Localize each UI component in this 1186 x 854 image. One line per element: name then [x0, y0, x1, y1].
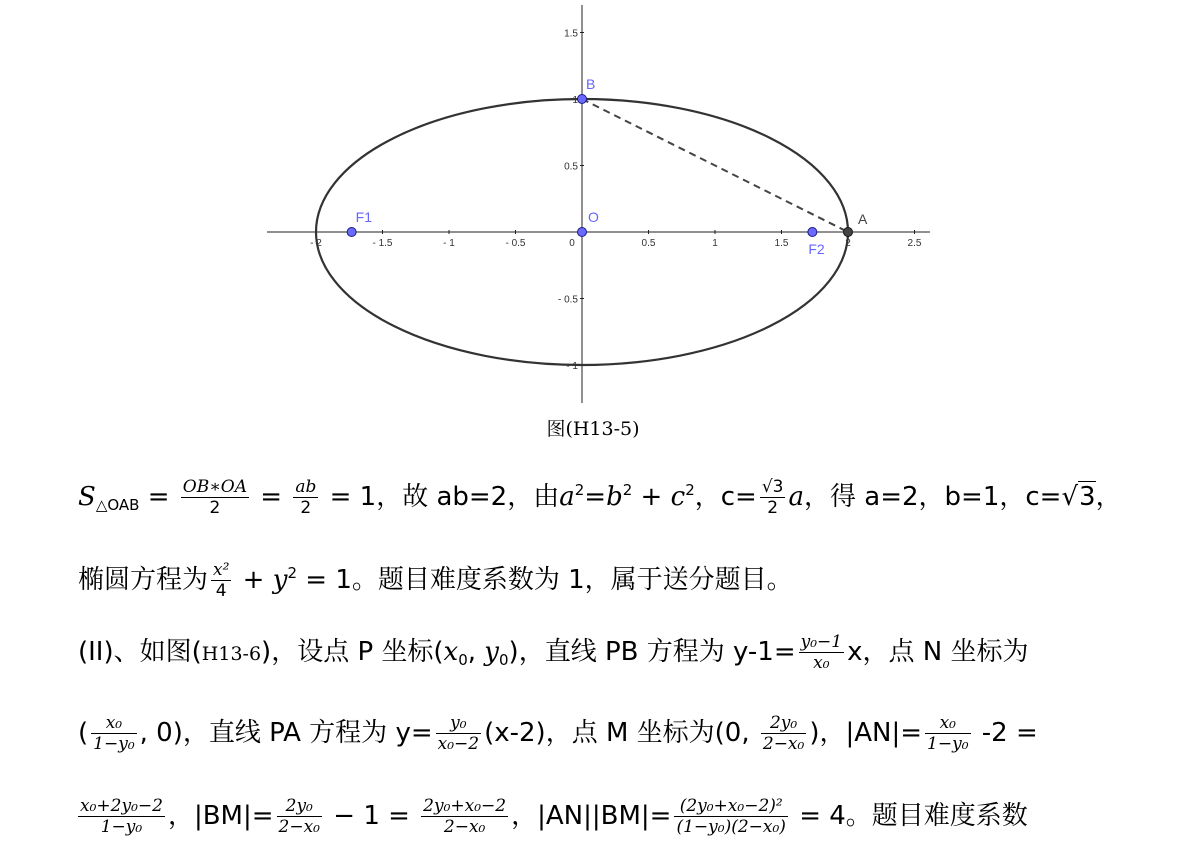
- area-symbol: S: [78, 482, 96, 512]
- text-run: ，|AN||BM|=: [511, 801, 672, 831]
- superscript: 2: [574, 481, 585, 499]
- x-tick-label: 1: [712, 238, 718, 249]
- area-subscript: △OAB: [95, 496, 140, 514]
- point-label-f2: F2: [808, 241, 825, 257]
- frac-num: x₀: [925, 713, 970, 734]
- text-run: (II)、如图(: [78, 637, 202, 667]
- var-c: c: [670, 482, 686, 512]
- frac-den: 2−x₀: [762, 734, 805, 754]
- point-o: [578, 228, 587, 237]
- frac-den: 2−x₀: [443, 817, 486, 837]
- x-tick-label: 2: [845, 238, 851, 249]
- eq-sign: =: [251, 482, 291, 512]
- frac-den: 1−y₀: [93, 734, 135, 754]
- subscript: 0: [499, 651, 509, 669]
- x-tick-label: 1.5: [774, 238, 789, 249]
- fraction-bm: [277, 796, 322, 837]
- text-run: ，: [1095, 482, 1122, 512]
- frac-den: 2: [300, 498, 312, 518]
- frac-den: 1−y₀: [100, 817, 143, 837]
- text-run: -2 =: [973, 718, 1038, 748]
- frac-num: (2y₀+x₀−2)²: [674, 796, 787, 817]
- var-a: a: [559, 482, 575, 512]
- point-a: [844, 228, 853, 237]
- plus-sign: +: [632, 482, 671, 512]
- text-run: ，c=: [694, 482, 757, 512]
- text-run: − 1 =: [325, 801, 419, 831]
- x-tick-label: 0: [569, 238, 575, 249]
- frac-num: x²: [213, 560, 230, 580]
- frac-den: 1−y₀: [927, 734, 969, 754]
- superscript: 2: [622, 481, 633, 499]
- fraction-ob-oa: [181, 477, 249, 518]
- point-label-a: A: [858, 211, 868, 227]
- text-run: 椭圆方程为: [78, 565, 209, 595]
- text-run: (x-2)，点 M 坐标为(0,: [484, 718, 758, 748]
- fraction-ab: [293, 477, 318, 518]
- fraction-n-coord: [91, 713, 136, 754]
- sqrt-symbol: √: [1061, 482, 1079, 512]
- text-run: ，得 a=2，b=1，c=: [804, 482, 1062, 512]
- sqrt-radicand: 3: [1079, 482, 1096, 512]
- y-tick-label: 0.5: [564, 161, 578, 173]
- frac-num: 2y₀: [761, 713, 806, 734]
- text-line-3: [78, 632, 1118, 680]
- fraction-sqrt3-2: [760, 477, 786, 518]
- ellipse-figure: [0, 0, 1186, 410]
- text-run: (: [78, 718, 89, 748]
- dashed-segment-ba: [582, 99, 848, 232]
- frac-num: y₀: [436, 713, 481, 734]
- frac-den: 2: [209, 498, 221, 518]
- point-b: [578, 95, 587, 104]
- fraction-an-simplified: [78, 796, 165, 837]
- x-tick-label: - 0.5: [505, 238, 526, 249]
- fraction-product: [674, 796, 787, 837]
- var-x: x: [443, 637, 459, 667]
- x-tick-labels: [310, 230, 922, 249]
- frac-num: x₀+2y₀−2: [80, 796, 163, 816]
- subscript: 0: [458, 651, 468, 669]
- x-tick-label: - 2: [310, 238, 322, 249]
- superscript: 2: [287, 564, 297, 582]
- frac-num: √3: [761, 477, 784, 497]
- text-run: )，设点 P 坐标(: [261, 637, 444, 667]
- fraction-pa-slope: [436, 713, 481, 754]
- y-tick-label: 1.5: [564, 28, 578, 40]
- fraction-an: [925, 713, 970, 754]
- var-y: y: [484, 637, 499, 667]
- point-f2: [808, 228, 817, 237]
- frac-den: 2: [767, 498, 779, 518]
- point-f1: [347, 228, 356, 237]
- plus-sign: +: [234, 565, 273, 595]
- frac-num: ab: [295, 477, 317, 497]
- x-tick-label: 2.5: [907, 238, 922, 249]
- y-tick-label: - 0.5: [557, 294, 578, 306]
- eq-sign: =: [139, 482, 178, 512]
- text-run: )，|AN|=: [809, 718, 923, 748]
- fraction-pb-slope: [799, 632, 844, 673]
- text-run: , 0)，直线 PA 方程为 y=: [139, 718, 433, 748]
- frac-num: y₀−1: [800, 632, 843, 652]
- text-run: = 4。题目难度系数: [790, 801, 1028, 831]
- point-label-b: B: [586, 76, 596, 92]
- frac-num: x₀: [91, 713, 136, 734]
- text-run: = 1。题目难度系数为 1，属于送分题目。: [297, 565, 793, 595]
- frac-num: OB∗OA: [182, 477, 247, 497]
- frac-num: 2y₀: [277, 796, 322, 817]
- y-tick-labels: [558, 29, 584, 373]
- text-run: )，直线 PB 方程为 y-1=: [508, 637, 796, 667]
- x-tick-label: - 1: [443, 238, 455, 249]
- point-label-o: O: [588, 209, 599, 225]
- point-label-f1: F1: [355, 209, 372, 225]
- fraction-bm-simplified: [421, 796, 508, 837]
- fraction-m-coord: [761, 713, 806, 754]
- y-tick-label: 1: [572, 95, 578, 106]
- text-line-4: [78, 713, 1118, 754]
- points: [347, 76, 868, 257]
- y-tick-label: - 1: [566, 361, 578, 372]
- text-line-1: [78, 470, 1122, 525]
- frac-num: 2y₀+x₀−2: [423, 796, 507, 816]
- eq-sign: =: [584, 482, 607, 512]
- x-tick-label: - 1.5: [372, 238, 393, 249]
- frac-den: (1−y₀)(2−x₀): [676, 817, 786, 837]
- x-tick-label: 0.5: [641, 238, 656, 249]
- var-b: b: [606, 482, 623, 512]
- text-line-5: [78, 796, 1118, 837]
- text-run: = 1，故 ab=2，由: [321, 482, 560, 512]
- frac-den: 2−x₀: [278, 817, 320, 837]
- fraction-x2-4: [211, 560, 231, 601]
- figure-caption: 图(H13-5): [546, 418, 640, 440]
- frac-den: 4: [215, 581, 227, 601]
- comma: ,: [467, 637, 485, 667]
- text-line-2: [78, 553, 1118, 601]
- figure-reference: H13-6: [201, 643, 262, 665]
- frac-den: x₀−2: [437, 734, 480, 754]
- frac-den: x₀: [813, 653, 830, 673]
- var-a: a: [788, 482, 804, 512]
- var-y: y: [272, 565, 288, 595]
- text-run: x，点 N 坐标为: [847, 637, 1029, 667]
- superscript: 2: [685, 481, 695, 499]
- text-run: ，|BM|=: [167, 801, 274, 831]
